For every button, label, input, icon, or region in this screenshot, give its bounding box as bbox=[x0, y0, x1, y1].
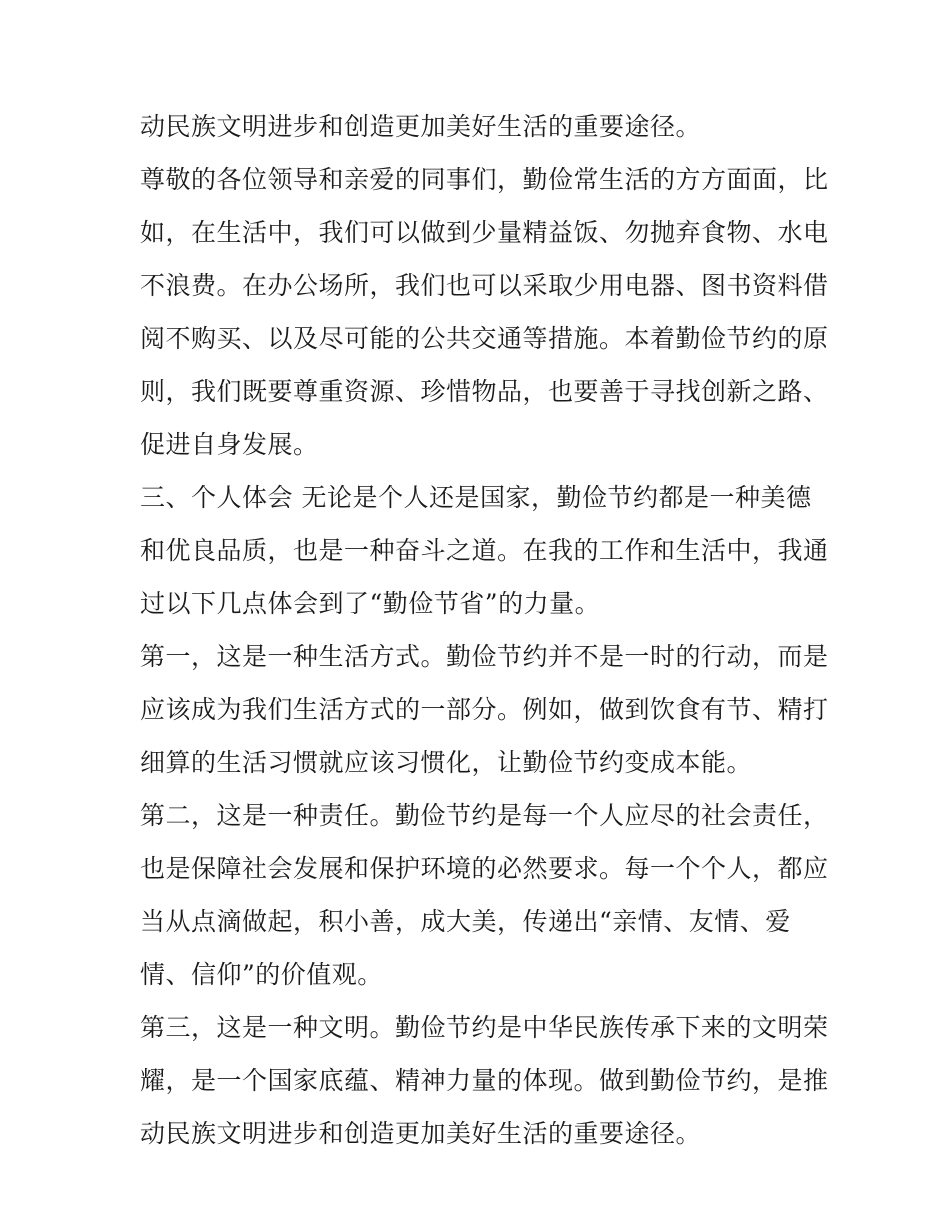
text-line: 尊敬的各位领导和亲爱的同事们，勤俭常生活的方方面面，比 bbox=[140, 165, 829, 194]
text-line: 应该成为我们生活方式的一部分。例如，做到饮食有节、精打 bbox=[140, 695, 829, 724]
text-line: 情、信仰”的价值观。 bbox=[140, 960, 383, 989]
text-line: 耀，是一个国家底蕴、精神力量的体现。做到勤俭节约，是推 bbox=[140, 1066, 829, 1095]
document-body bbox=[140, 100, 830, 1160]
text-line: 也是保障社会发展和保护环境的必然要求。每一个个人，都应 bbox=[140, 854, 829, 883]
text-line: 如，在生活中，我们可以做到少量精益饭、勿抛弃食物、水电 bbox=[140, 218, 829, 247]
text-line: 当从点滴做起，积小善，成大美，传递出“亲情、友情、爱 bbox=[140, 907, 791, 936]
text-line: 和优良品质，也是一种奋斗之道。在我的工作和生活中，我通 bbox=[140, 536, 829, 565]
text-line: 动民族文明进步和创造更加美好生活的重要途径。 bbox=[140, 1119, 702, 1148]
text-line: 细算的生活习惯就应该习惯化，让勤俭节约变成本能。 bbox=[140, 748, 753, 777]
text-line: 则，我们既要尊重资源、珍惜物品，也要善于寻找创新之路、 bbox=[140, 377, 829, 406]
text-line: 第二，这是一种责任。勤俭节约是每一个人应尽的社会责任， bbox=[140, 801, 829, 830]
text-line: 促进自身发展。 bbox=[140, 430, 319, 459]
text-line: 不浪费。在办公场所，我们也可以采取少用电器、图书资料借 bbox=[140, 271, 829, 300]
section-heading-line: 三、个人体会 无论是个人还是国家，勤俭节约都是一种美德 bbox=[140, 483, 812, 512]
text-line: 第三，这是一种文明。勤俭节约是中华民族传承下来的文明荣 bbox=[140, 1013, 829, 1042]
text-line: 动民族文明进步和创造更加美好生活的重要途径。 bbox=[140, 112, 702, 141]
text-line: 第一，这是一种生活方式。勤俭节约并不是一时的行动，而是 bbox=[140, 642, 829, 671]
text-line: 过以下几点体会到了“勤俭节省”的力量。 bbox=[140, 589, 601, 618]
text-line: 阅不购买、以及尽可能的公共交通等措施。本着勤俭节约的原 bbox=[140, 324, 829, 353]
